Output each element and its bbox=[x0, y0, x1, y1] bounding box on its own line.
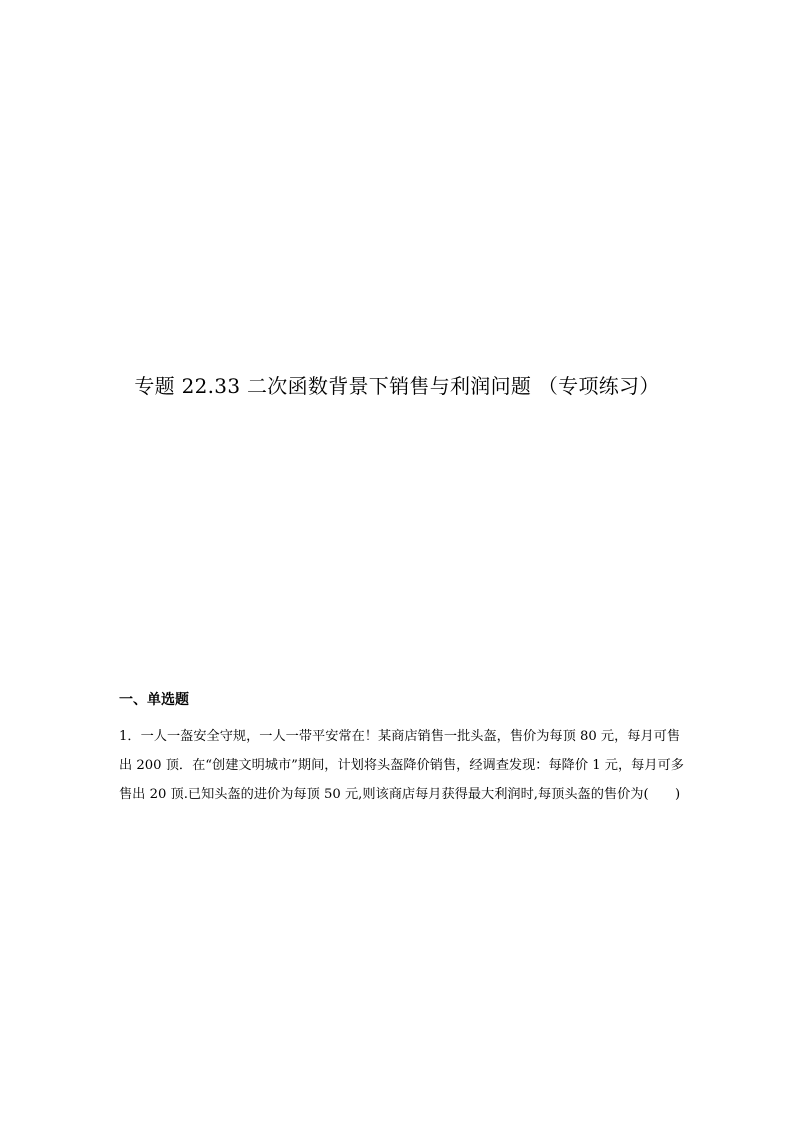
question-1-line-1: 1．一人一盔安全守规，一人一带平安常在！某商店销售一批头盔，售价为每顶 80 元，每月可售 bbox=[119, 729, 681, 744]
document-title: 专题 22.33 二次函数背景下销售与利润问题 （专项练习） bbox=[134, 374, 660, 398]
question-1 bbox=[119, 722, 719, 809]
question-1-line-3: 售出 20 顶.已知头盔的进价为每顶 50 元,则该商店每月获得最大利润时,每顶头盔的售价为( ) bbox=[119, 787, 681, 802]
section-heading: 一、单选题 bbox=[119, 692, 189, 708]
question-1-line-2: 出 200 顶．在“创建文明城市”期间，计划将头盔降价销售，经调查发现：每降价 1 元，每月可多 bbox=[119, 758, 684, 773]
